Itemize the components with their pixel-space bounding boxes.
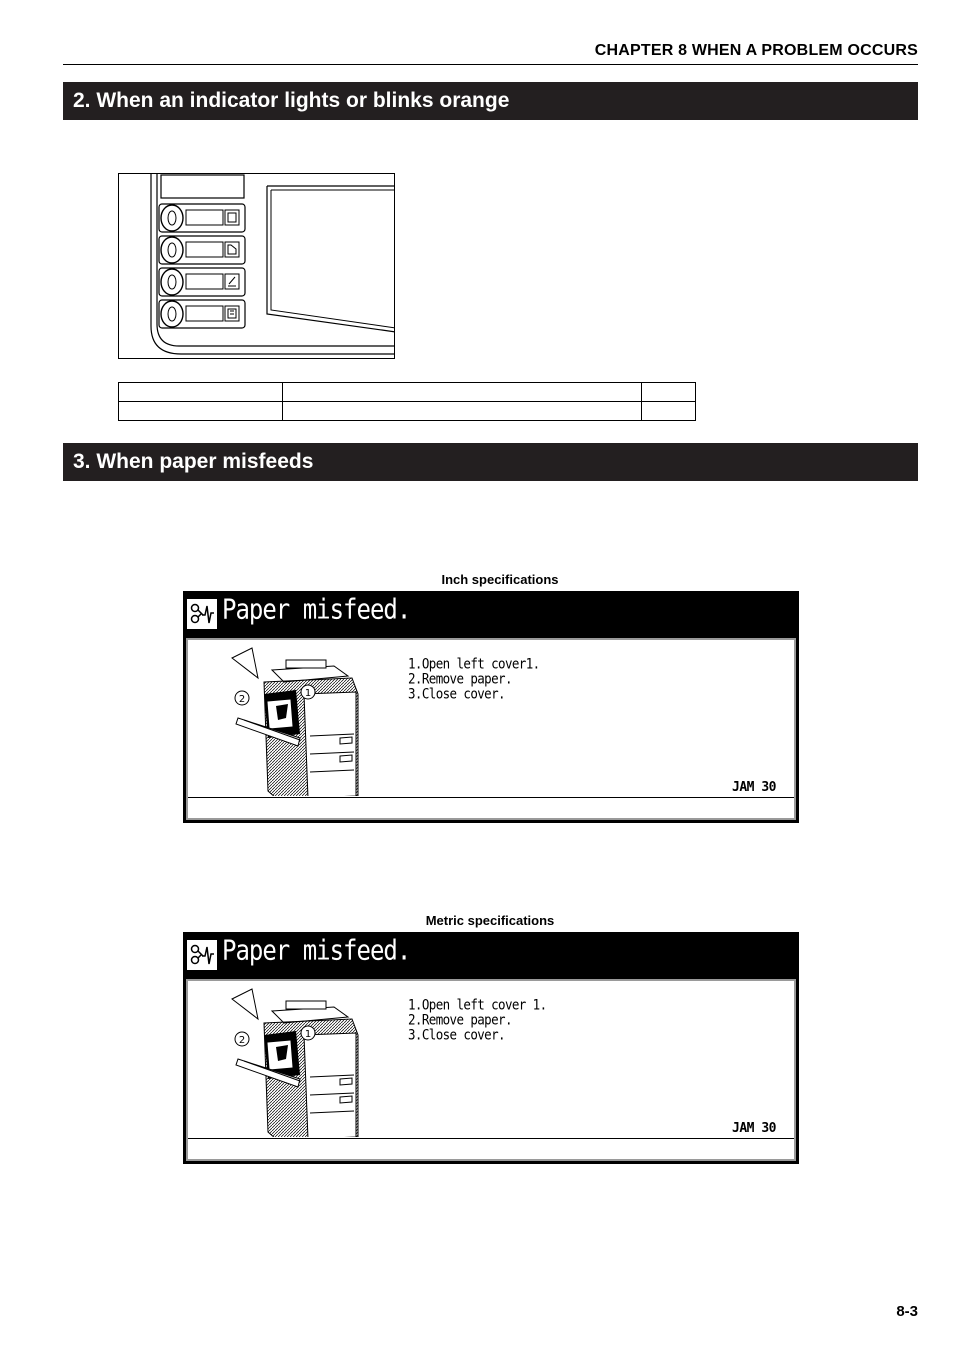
screen-titlebar (183, 591, 799, 635)
instruction-step: 1.Open left cover1. (408, 655, 540, 672)
table-cell (642, 383, 696, 402)
screen-title: Paper misfeed. (222, 593, 411, 626)
page-number: 8-3 (896, 1303, 918, 1320)
screen-body (185, 978, 797, 1162)
copier-jam-illustration (224, 987, 374, 1137)
misfeed-icon (187, 599, 217, 629)
jam-code: JAM 30 (732, 1121, 776, 1136)
section-title-indicator: 2. When an indicator lights or blinks orange (63, 82, 918, 120)
jam-instructions (408, 656, 540, 701)
screen-caption: Inch specifications (441, 572, 559, 587)
table-cell (119, 383, 283, 402)
chapter-header: CHAPTER 8 WHEN A PROBLEM OCCURS (594, 42, 918, 59)
screen-titlebar (183, 932, 799, 976)
status-bar (188, 797, 794, 818)
indicator-key-4 (159, 300, 245, 328)
operation-panel-figure (118, 173, 395, 359)
instruction-step: 2.Remove paper. (408, 1011, 512, 1028)
jam-instructions (408, 997, 547, 1042)
svg-text:2: 2 (238, 1035, 246, 1046)
svg-text:1: 1 (304, 688, 312, 699)
misfeed-screen-metric (183, 932, 799, 1164)
indicator-key-2 (159, 236, 245, 264)
misfeed-icon (187, 940, 217, 970)
misfeed-screen-inch (183, 591, 799, 823)
table-row (119, 402, 696, 421)
jam-code: JAM 30 (732, 780, 776, 795)
table-cell (283, 383, 642, 402)
status-bar (188, 1138, 794, 1159)
screen-body (185, 637, 797, 821)
copier-jam-illustration (224, 646, 374, 796)
table-cell (642, 402, 696, 421)
indicator-key-1 (159, 204, 245, 232)
header-rule (63, 64, 918, 65)
operation-panel-illustration (119, 174, 395, 359)
section-title-misfeed: 3. When paper misfeeds (63, 443, 918, 481)
instruction-step: 3.Close cover. (408, 1026, 505, 1043)
table-cell (283, 402, 642, 421)
instruction-step: 2.Remove paper. (408, 670, 512, 687)
instruction-step: 1.Open left cover 1. (408, 996, 547, 1013)
svg-text:2: 2 (238, 694, 246, 705)
screen-caption: Metric specifications (425, 913, 555, 928)
indicator-key-3 (159, 268, 245, 296)
table-cell (119, 402, 283, 421)
screen-title: Paper misfeed. (222, 934, 411, 967)
table-row (119, 383, 696, 402)
instruction-step: 3.Close cover. (408, 685, 505, 702)
indicator-table (118, 382, 696, 421)
svg-text:1: 1 (304, 1029, 312, 1040)
